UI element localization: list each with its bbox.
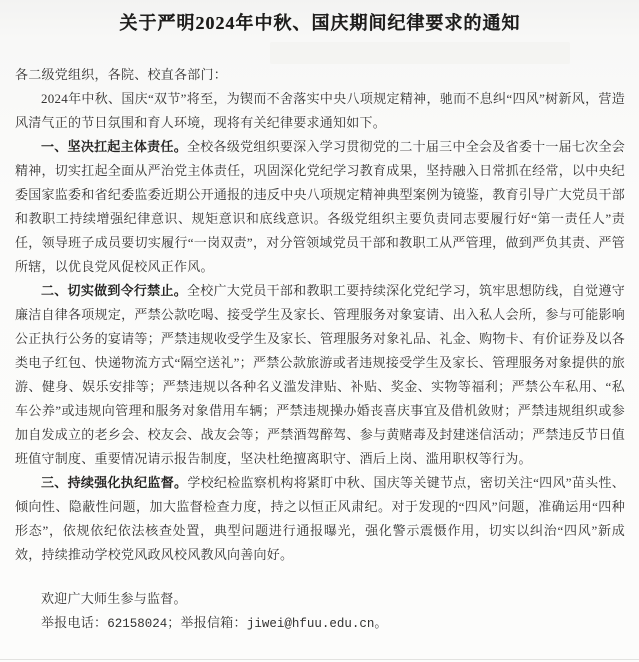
page-title: 关于严明2024年中秋、国庆期间纪律要求的通知 [119, 13, 521, 33]
report-phone-label: 举报电话： [41, 615, 108, 630]
contact-line [15, 611, 625, 636]
salutation-line: 各二级党组织，各院、校直各部门： [15, 67, 228, 82]
section-2-text: 全校广大党员干部和教职工要持续深化党纪学习，筑牢思想防线，自觉遵守廉洁自律各项规定，严禁公款吃喝、接受学生及家长、管理服务对象宴请、出入私人会所，参与可能影响公正执行公务的宴请等；严禁违规收受学生及家长、管理服务对象礼品、礼金、购物卡、有价证券及以各类电子红包、快递物流方式“隔空送礼”；严禁公款旅游或者违规接受学生及家长、管理服务对象提供的旅游、健身、娱乐安排等；严禁违规以各种名义滥发津贴、补贴、奖金、实物等福利；严禁公车私用、“私车公养”或违规向管理和服务对象借用车辆；严禁违规操办婚丧喜庆事宜及借机敛财；严禁违规组织或参加自发成立的老乡会、校友会、战友会等；严禁酒驾醉驾、参与黄赌毒及封建迷信活动；严禁违反节日值班值守制度、重要情况请示报告制度，坚决杜绝擅离职守、酒后上岗、滥用职权等行为。 [15, 283, 625, 466]
section-3-heading: 三、持续强化执纪监督。 [41, 475, 188, 490]
contact-period: 。 [374, 615, 388, 630]
section-1-text: 全校各级党组织要深入学习贯彻党的二十届三中全会及省委十一届七次全会精神，切实扛起全面从严治党主体责任，巩固深化党纪学习教育成果，坚持融入日常抓在经常，以中央纪委国家监委和省纪委监委近期公开通报的违反中央八项规定精神典型案例为镜鉴，教育引导广大党员干部和教职工持续增强纪律意识、规矩意识和底线意识。各级党组织主要负责同志要履行好“第一责任人”责任，领导班子成员要切实履行“一岗双责”，对分管领域党员干部和教职工从严管理，做到严负其责、严管所辖，以优良党风促校风正作风。 [15, 139, 625, 274]
intro-paragraph [15, 87, 625, 135]
section-2-paragraph [15, 279, 625, 471]
section-3-text: 学校纪检监察机构将紧盯中秋、国庆等关键节点，密切关注“四风”苗头性、倾向性、隐蔽性问题，加大监督检查力度，持之以恒正风肃纪。对于发现的“四风”问题，准确运用“四种形态”，依规依纪依法核查处置，典型问题进行通报曝光，强化警示震慑作用，切实以纠治“四风”新成效，持续推动学校党风政风校风教风向善向好。 [15, 475, 625, 562]
report-email-address: jiwei@hfuu.edu.cn [246, 617, 375, 631]
closing-line: 欢迎广大师生参与监督。 [41, 591, 187, 606]
report-phone-number: 62158024 [107, 617, 168, 631]
scan-artifact-shade [270, 42, 570, 64]
intro-paragraph-text: 2024年中秋、国庆“双节”将至，为锲而不舍落实中央八项规定精神，驰而不息纠“四风”树新风，营造风清气正的节日氛围和育人环境，现将有关纪律要求通知如下。 [15, 91, 625, 130]
section-1-paragraph [15, 135, 625, 279]
contact-separator: ； [167, 615, 181, 630]
section-3-paragraph [15, 471, 625, 567]
report-email-label: 举报信箱： [180, 615, 247, 630]
section-2-heading: 二、切实做到令行禁止。 [41, 283, 187, 298]
notice-body [15, 63, 625, 636]
section-1-heading: 一、坚决扛起主体责任。 [41, 139, 187, 154]
scan-bottom-edge [0, 659, 639, 660]
